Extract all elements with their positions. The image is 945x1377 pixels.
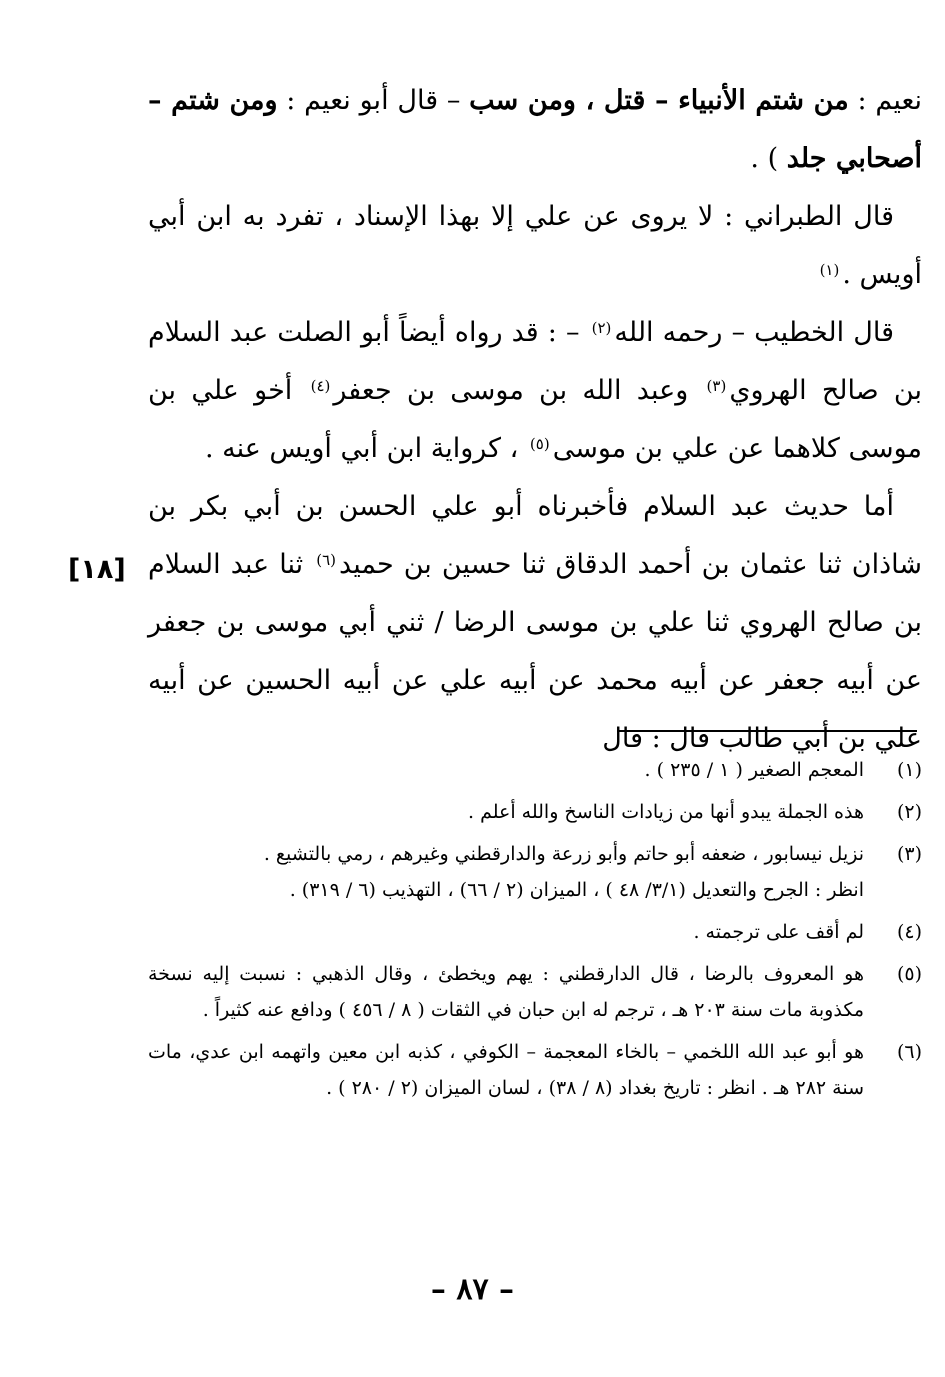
text-run: – : قد رواه أيضاً أبو الصلت عبد السلام بن صالح الهروي <box>148 317 922 406</box>
text-run: ) . <box>750 143 787 174</box>
footnote-line: نزيل نيسابور ، ضعفه أبو حاتم وأبو زرعة والدارقطني وغيرهم ، رمي بالتشيع . <box>263 843 864 865</box>
footnote-number: (٢) <box>896 801 922 823</box>
footnote-2 <box>148 794 922 830</box>
bold-hadith-text: ومن شتم – أصحابي جلد <box>148 85 922 174</box>
footnote-ref-2[interactable]: (٢) <box>591 319 612 337</box>
text-run: ، كرواية ابن أبي أويس عنه . <box>204 433 527 464</box>
text-run: قال الطبراني : لا يروى عن علي إلا بهذا الإسناد ، تفرد به ابن أبي أويس . <box>148 201 922 290</box>
footnote-line: هو المعروف بالرضا ، قال الدارقطني : يهم ويخطئ ، وقال الذهبي : نسبت إليه نسخة مكذوبة مات سنة ٢٠٣ هـ ، ترجم له ابن حبان في الثقات ( ٨ / ٤٥٦ ) ودافع عنه كثيراً . <box>148 963 864 1021</box>
bold-hadith-text: من شتم الأنبياء – قتل ، ومن سب <box>469 85 849 116</box>
footnote-line: لم أقف على ترجمته . <box>693 921 864 943</box>
footnote-6 <box>148 1034 922 1106</box>
footnote-line: هذه الجملة يبدو أنها من زيادات الناسخ والله أعلم . <box>468 801 864 823</box>
paragraph-4 <box>148 478 922 768</box>
footnote-number: (٦) <box>896 1041 922 1063</box>
footnote-text <box>148 914 864 950</box>
footnote-text <box>148 794 864 830</box>
footnote-separator <box>617 730 917 732</box>
footnote-number: (١) <box>896 759 922 781</box>
footnote-ref-1[interactable]: (١) <box>819 261 840 279</box>
footnote-ref-4[interactable]: (٤) <box>310 377 331 395</box>
text-run: – قال أبو نعيم : <box>277 85 470 116</box>
paragraph-1 <box>148 72 922 188</box>
footnote-number: (٣) <box>896 843 922 865</box>
footnote-text <box>148 1034 864 1106</box>
footnotes <box>148 752 922 1112</box>
footnote-3 <box>148 836 922 908</box>
footnote-number: (٤) <box>896 921 922 943</box>
footnote-line: المعجم الصغير ( ١ / ٢٣٥ ) . <box>644 759 864 781</box>
footnote-ref-6[interactable]: (٦) <box>316 551 337 569</box>
text-run: نعيم : <box>848 85 923 116</box>
footnote-number: (٥) <box>896 963 922 985</box>
footnote-text <box>148 956 864 1028</box>
footnote-line: انظر : الجرح والتعديل (٣/١/ ٤٨ ) ، الميزان (٢ / ٦٦) ، التهذيب (٦ / ٣١٩) . <box>289 879 864 901</box>
footnote-1 <box>148 752 922 788</box>
footnote-ref-3[interactable]: (٣) <box>706 377 727 395</box>
text-run: ثنا عبد السلام بن صالح الهروي ثنا علي بن موسى الرضا / ثني أبي موسى بن جعفر عن أبيه جعفر عن أبيه محمد عن أبيه علي عن أبيه الحسين عن أبيه علي بن أبي طالب قال : قال <box>148 549 922 754</box>
paragraph-3 <box>148 304 922 478</box>
main-text <box>148 72 922 768</box>
page-number: – ٨٧ – <box>430 1272 515 1307</box>
footnote-text <box>148 752 864 788</box>
text-run: أخو علي بن موسى كلاهما عن علي بن موسى <box>148 375 922 464</box>
footnote-text <box>148 836 864 908</box>
text-run: وعبد الله بن موسى بن جعفر <box>333 375 704 406</box>
footnote-5 <box>148 956 922 1028</box>
footnote-line: هو أبو عبد الله اللخمي – بالخاء المعجمة – الكوفي ، كذبه ابن معين واتهمه ابن عدي، مات سنة ٢٨٢ هـ . انظر : تاريخ بغداد (٨ / ٣٨) ، لسان الميزان (٢ / ٢٨٠ ) . <box>148 1041 864 1099</box>
paragraph-2 <box>148 188 922 304</box>
footnote-ref-5[interactable]: (٥) <box>529 435 550 453</box>
manuscript-folio-marker: [١٨] <box>68 554 126 585</box>
text-run: أما حديث عبد السلام فأخبرناه أبو علي الحسن بن أبي بكر بن شاذان ثنا عثمان بن أحمد الدقاق ثنا حسين بن حميد <box>148 491 922 580</box>
footnote-4 <box>148 914 922 950</box>
text-run: قال الخطيب – رحمه الله <box>614 317 894 348</box>
